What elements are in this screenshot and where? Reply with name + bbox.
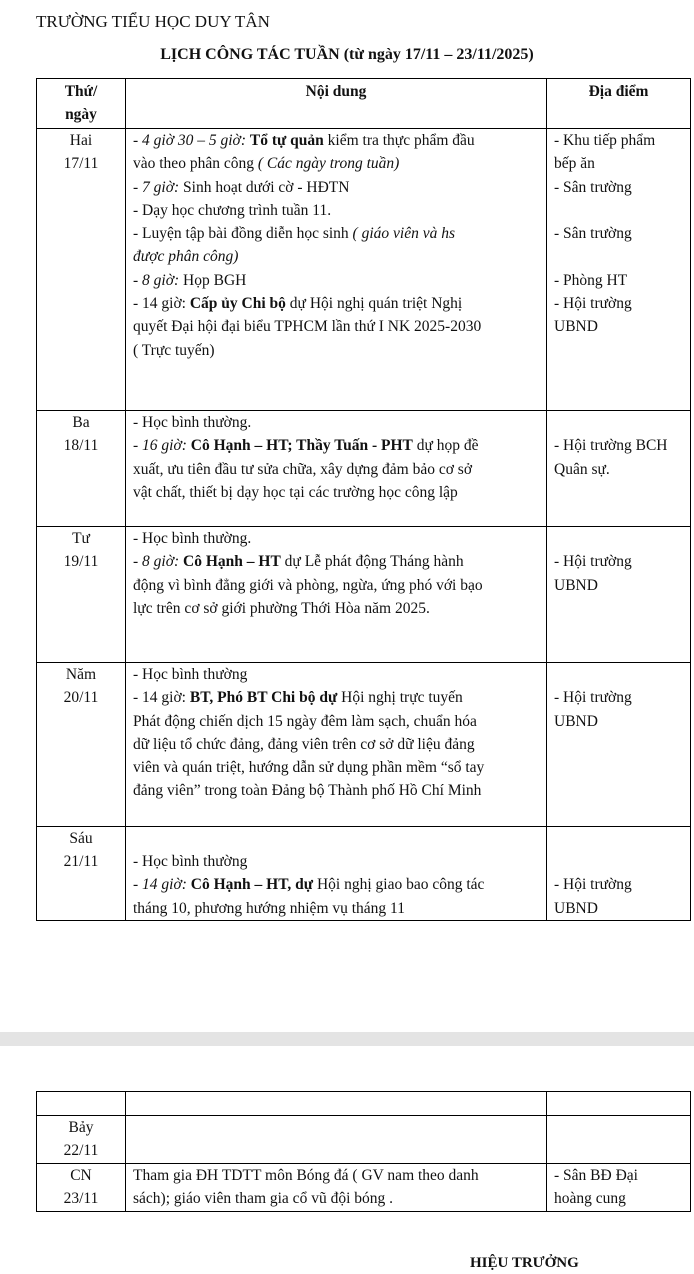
day-cell [37, 527, 126, 663]
header-place-label: Địa điểm [588, 83, 649, 100]
signature-title: HIỆU TRƯỞNG [470, 1255, 579, 1271]
date-label: 23/11 [63, 1190, 99, 1208]
date-label: 22/11 [63, 1142, 99, 1160]
italic-note: ( giáo viên và hs [352, 225, 455, 243]
day-cell [37, 663, 126, 827]
table-row-wednesday [37, 527, 691, 663]
table-row-friday [37, 827, 691, 921]
table-row-saturday [37, 1116, 691, 1164]
content-cell [126, 827, 547, 921]
empty-cell [126, 1092, 547, 1116]
time-label: - 4 giờ 30 – 5 giờ: [133, 132, 250, 149]
place-line: Quân sự. [554, 460, 610, 478]
content-line: dữ liệu tổ chức đảng, đảng viên trên cơ sở dữ liệu đảng [133, 735, 475, 753]
content-line [133, 152, 539, 175]
content-cell [126, 411, 547, 527]
content-line: - Học bình thường. [133, 414, 252, 431]
table-row-thursday [37, 663, 691, 827]
place-line: UBND [554, 712, 598, 730]
content-line [133, 686, 539, 709]
content-line [133, 245, 539, 268]
content-text: dự Hội nghị quán triệt Nghị [285, 295, 463, 313]
date-label: 17/11 [63, 155, 99, 173]
day-label: CN [70, 1167, 92, 1184]
content-text: - Luyện tập bài đồng diễn học sinh [133, 225, 353, 243]
header-day [37, 79, 126, 129]
content-line [133, 434, 539, 457]
content-cell [126, 1164, 547, 1212]
place-line: UBND [554, 899, 598, 917]
time-label: - 8 giờ: [133, 553, 184, 571]
day-label: Tư [72, 530, 90, 547]
table-row-monday [37, 129, 691, 411]
place-line: - Sân trường [554, 178, 632, 196]
place-line: - Hội trường [554, 689, 632, 707]
day-cell [37, 411, 126, 527]
italic-note: ( Các ngày trong tuần) [257, 155, 400, 173]
content-line: vật chất, thiết bị dạy học tại các trường học công lập [133, 483, 458, 501]
content-text: Hội nghị trực tuyến [337, 689, 463, 707]
day-cell [37, 827, 126, 921]
place-line: - Khu tiếp phẩm [554, 132, 656, 149]
header-place [547, 79, 691, 129]
content-line [133, 129, 539, 152]
day-label: Hai [69, 132, 93, 149]
content-line [133, 222, 539, 245]
content-text: kiểm tra thực phẩm đầu [323, 132, 475, 149]
table-row-tuesday [37, 411, 691, 527]
bold-subject: Cô Hạnh – HT; Thầy Tuấn - PHT [190, 437, 413, 455]
place-cell [547, 411, 691, 527]
content-cell [126, 1116, 547, 1164]
day-cell [37, 1164, 126, 1212]
time-label: - 7 giờ: [133, 178, 180, 196]
italic-note: được phân công) [133, 248, 239, 266]
content-line: đảng viên” trong toàn Đảng bộ Thành phố Hồ Chí Minh [133, 782, 482, 800]
place-cell [547, 527, 691, 663]
content-cell [126, 527, 547, 663]
content-line: lực trên cơ sở giới phường Thới Hòa năm 2025. [133, 599, 430, 617]
place-line: UBND [554, 318, 598, 336]
place-line: hoàng cung [554, 1190, 626, 1208]
day-label: Sáu [69, 830, 93, 847]
day-label: Năm [65, 666, 97, 683]
date-label: 18/11 [63, 437, 99, 455]
header-content-label: Nội dung [305, 83, 367, 100]
place-cell [547, 1164, 691, 1212]
place-line: - Hội trường [554, 295, 632, 313]
document-title: LỊCH CÔNG TÁC TUẦN (từ ngày 17/11 – 23/11/2025) [160, 46, 534, 63]
place-cell [547, 129, 691, 411]
day-label: Ba [72, 414, 90, 431]
content-text: Họp BGH [179, 271, 247, 289]
school-name: TRƯỜNG TIỂU HỌC DUY TÂN [36, 12, 270, 31]
header-content [126, 79, 547, 129]
content-line: xuất, ưu tiên đầu tư sửa chữa, xây dựng đảm bảo cơ sở [133, 460, 473, 478]
place-line: UBND [554, 576, 598, 594]
content-line: - Học bình thường [133, 853, 248, 871]
place-line: - Hội trường [554, 553, 632, 571]
place-cell [547, 663, 691, 827]
weekend-schedule-table [36, 1091, 691, 1212]
table-row-sunday [37, 1164, 691, 1212]
content-line: - Học bình thường. [133, 530, 252, 547]
place-line: bếp ăn [554, 155, 595, 173]
content-line [133, 269, 539, 292]
day-label: Bảy [68, 1119, 94, 1136]
content-line: - Học bình thường [133, 666, 248, 683]
content-text: vào theo phân công [133, 155, 258, 173]
content-text: dự họp đề [412, 437, 479, 455]
time-label: - 14 giờ: [133, 876, 191, 894]
date-label: 21/11 [63, 853, 99, 871]
content-line: viên và quán triệt, hướng dẫn sử dụng phần mềm “sổ tay [133, 759, 485, 777]
place-line: - Sân trường [554, 225, 632, 243]
content-line [133, 292, 539, 315]
place-line: - Hội trường [554, 876, 632, 894]
bold-subject: Cô Hạnh – HT, dự [190, 876, 314, 894]
empty-cell [37, 1092, 126, 1116]
bold-subject: Cô Hạnh – HT [183, 553, 281, 571]
content-text: Hội nghị giao bao công tác [313, 876, 485, 894]
content-text: Sinh hoạt dưới cờ - HĐTN [179, 178, 350, 196]
page-separator [0, 1032, 694, 1046]
content-line: tháng 10, phương hướng nhiệm vụ tháng 11 [133, 899, 405, 917]
content-cell [126, 663, 547, 827]
bold-subject: BT, Phó BT Chi bộ dự [189, 689, 338, 707]
content-line [133, 176, 539, 199]
header-day-line1: Thứ/ [64, 83, 98, 100]
content-line [133, 873, 539, 896]
day-cell [37, 1116, 126, 1164]
bold-subject: Cấp ủy Chi bộ [189, 295, 286, 313]
place-cell [547, 1116, 691, 1164]
content-line: động vì bình đẳng giới và phòng, ngừa, ứng phó với bạo [133, 576, 483, 594]
place-line: - Hội trường BCH [554, 437, 668, 455]
bold-subject: Tổ tự quản [249, 132, 324, 149]
table-header-row [37, 79, 691, 129]
weekly-schedule-table [36, 78, 691, 921]
date-label: 19/11 [63, 553, 99, 571]
time-label: - 16 giờ: [133, 437, 191, 455]
table-row-blank [37, 1092, 691, 1116]
content-line: Tham gia ĐH TDTT môn Bóng đá ( GV nam theo danh [133, 1167, 479, 1184]
content-line: quyết Đại hội đại biểu TPHCM lần thứ I NK 2025-2030 [133, 318, 482, 336]
content-line [133, 550, 539, 573]
empty-cell [547, 1092, 691, 1116]
place-line: - Phòng HT [554, 271, 628, 289]
content-line: - Dạy học chương trình tuần 11. [133, 201, 332, 219]
place-line: - Sân BĐ Đại [554, 1167, 638, 1184]
content-cell [126, 129, 547, 411]
place-cell [547, 827, 691, 921]
content-line: sách); giáo viên tham gia cổ vũ đội bóng . [133, 1190, 393, 1208]
content-line: ( Trực tuyến) [133, 341, 215, 359]
day-cell [37, 129, 126, 411]
header-day-line2: ngày [65, 106, 97, 124]
date-label: 20/11 [63, 689, 99, 707]
content-text: - 14 giờ: [133, 689, 190, 707]
time-label: - 8 giờ: [133, 271, 180, 289]
content-text: - 14 giờ: [133, 295, 190, 313]
content-line: Phát động chiến dịch 15 ngày đêm làm sạch, chuẩn hóa [133, 712, 477, 730]
content-text: dự Lễ phát động Tháng hành [280, 553, 464, 571]
